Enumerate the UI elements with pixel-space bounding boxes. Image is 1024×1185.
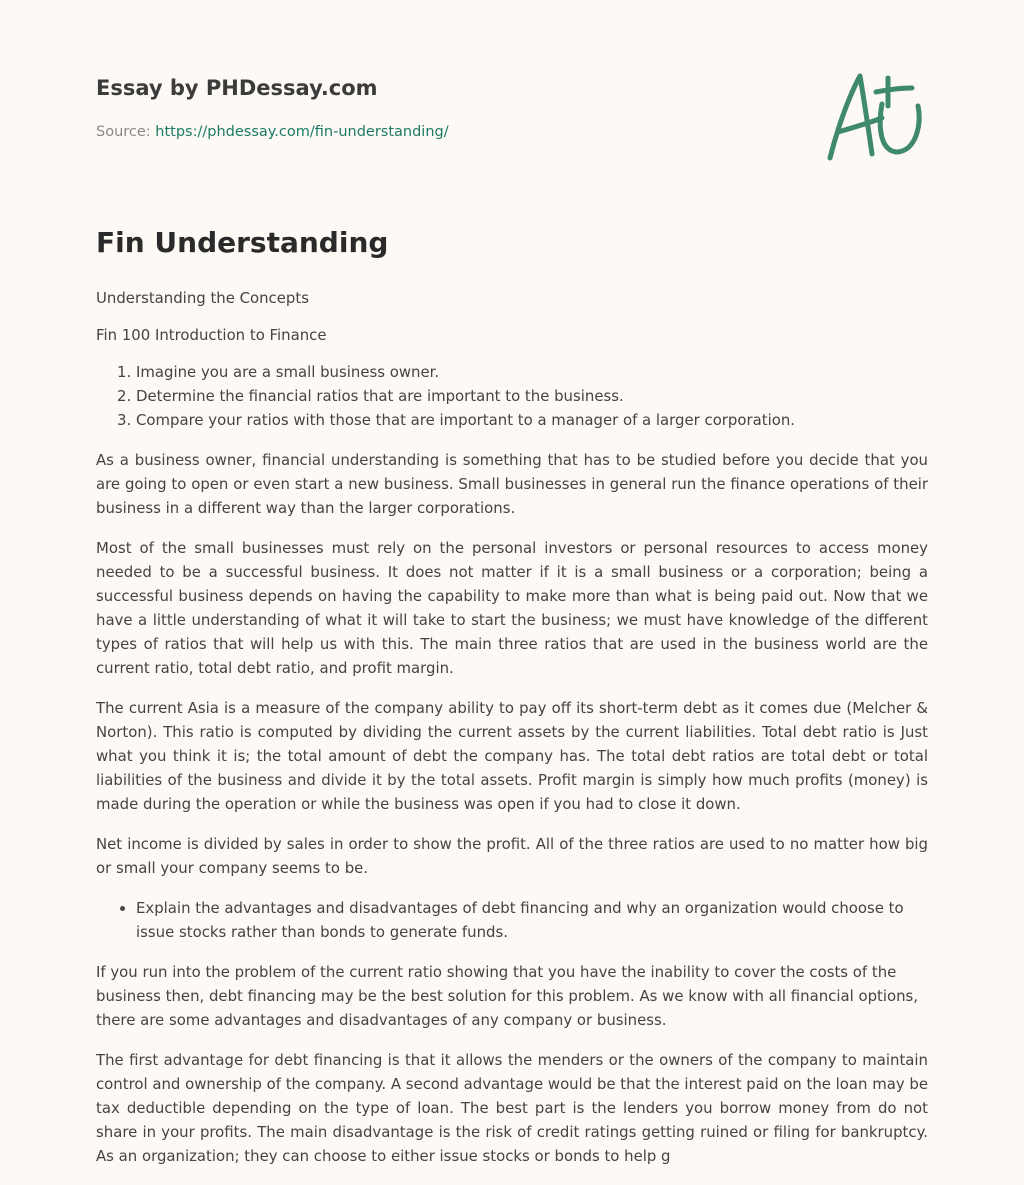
paragraph: The first advantage for debt financing is that it allows the menders or the owners of the company to maintain control and ownership of the company. A second advantage would be that the interest paid on the loan may be tax deductible depending on the type of loan. The best part is the lenders you borrow money from do not share in your profits. The main disadvantage is the risk of credit ratings getting ruined or filing for bankruptcy. As an organization; they can choose to either issue stocks or bonds to help g — [96, 1051, 928, 1165]
list-item: • Explain the advantages and disadvantages of debt financing and why an organization would choose to issue stocks rather than bonds to generate funds. — [136, 896, 928, 944]
source-label: Source: — [96, 124, 156, 140]
paragraph: As a business owner, financial understanding is something that has to be studied before you decide that you are going to open or even start a new business. Small businesses in general run the finance operations of their business in a different way than the larger corporations. — [96, 451, 928, 517]
article-title: Fin Understanding — [96, 226, 389, 259]
site-title: Essay by PHDessay.com — [96, 76, 378, 100]
paragraph: Net income is divided by sales in order to show the profit. All of the three ratios are used to no matter how big or small your company seems to be. — [96, 835, 928, 877]
a-plus-logo-icon — [820, 66, 930, 166]
course-name: Fin 100 Introduction to Finance — [96, 326, 327, 344]
list-item: 1. Imagine you are a small business owner. — [136, 360, 928, 384]
source-link[interactable]: https://phdessay.com/fin-understanding/ — [155, 124, 449, 140]
bullet-list — [96, 896, 928, 944]
list-item: 2. Determine the financial ratios that are important to the business. — [136, 384, 928, 408]
paragraph: The current Asia is a measure of the company ability to pay off its short-term debt as it comes due (Melcher & Norton). This ratio is computed by dividing the current assets by the current liabilities. Total debt ratio is Just what you think it is; the total amount of debt the company has. The total debt ratios are total debt or total liabilities of the business and divide it by the total assets. Profit margin is simply how much profits (money) is made during the operation or while the business was open if you had to close it down. — [96, 699, 928, 813]
task-list — [96, 360, 928, 432]
subtitle: Understanding the Concepts — [96, 289, 309, 307]
paragraph: Most of the small businesses must rely on the personal investors or personal resources to access money needed to be a successful business. It does not matter if it is a small business or a corporation; being a successful business depends on having the capability to make more than what is being paid out. Now that we have a little understanding of what it will take to start the business; we must have knowledge of the different types of ratios that will help us with this. The main three ratios that are used in the business world are the current ratio, total debt ratio, and profit margin. — [96, 539, 928, 677]
list-item: 3. Compare your ratios with those that are important to a manager of a larger corporation. — [136, 408, 928, 432]
article-body — [96, 286, 928, 1184]
paragraph: If you run into the problem of the current ratio showing that you have the inability to cover the costs of the business then, debt financing may be the best solution for this problem. As we know with all financial options, there are some advantages and disadvantages of any company or business. — [96, 963, 919, 1029]
source-line — [96, 124, 449, 140]
